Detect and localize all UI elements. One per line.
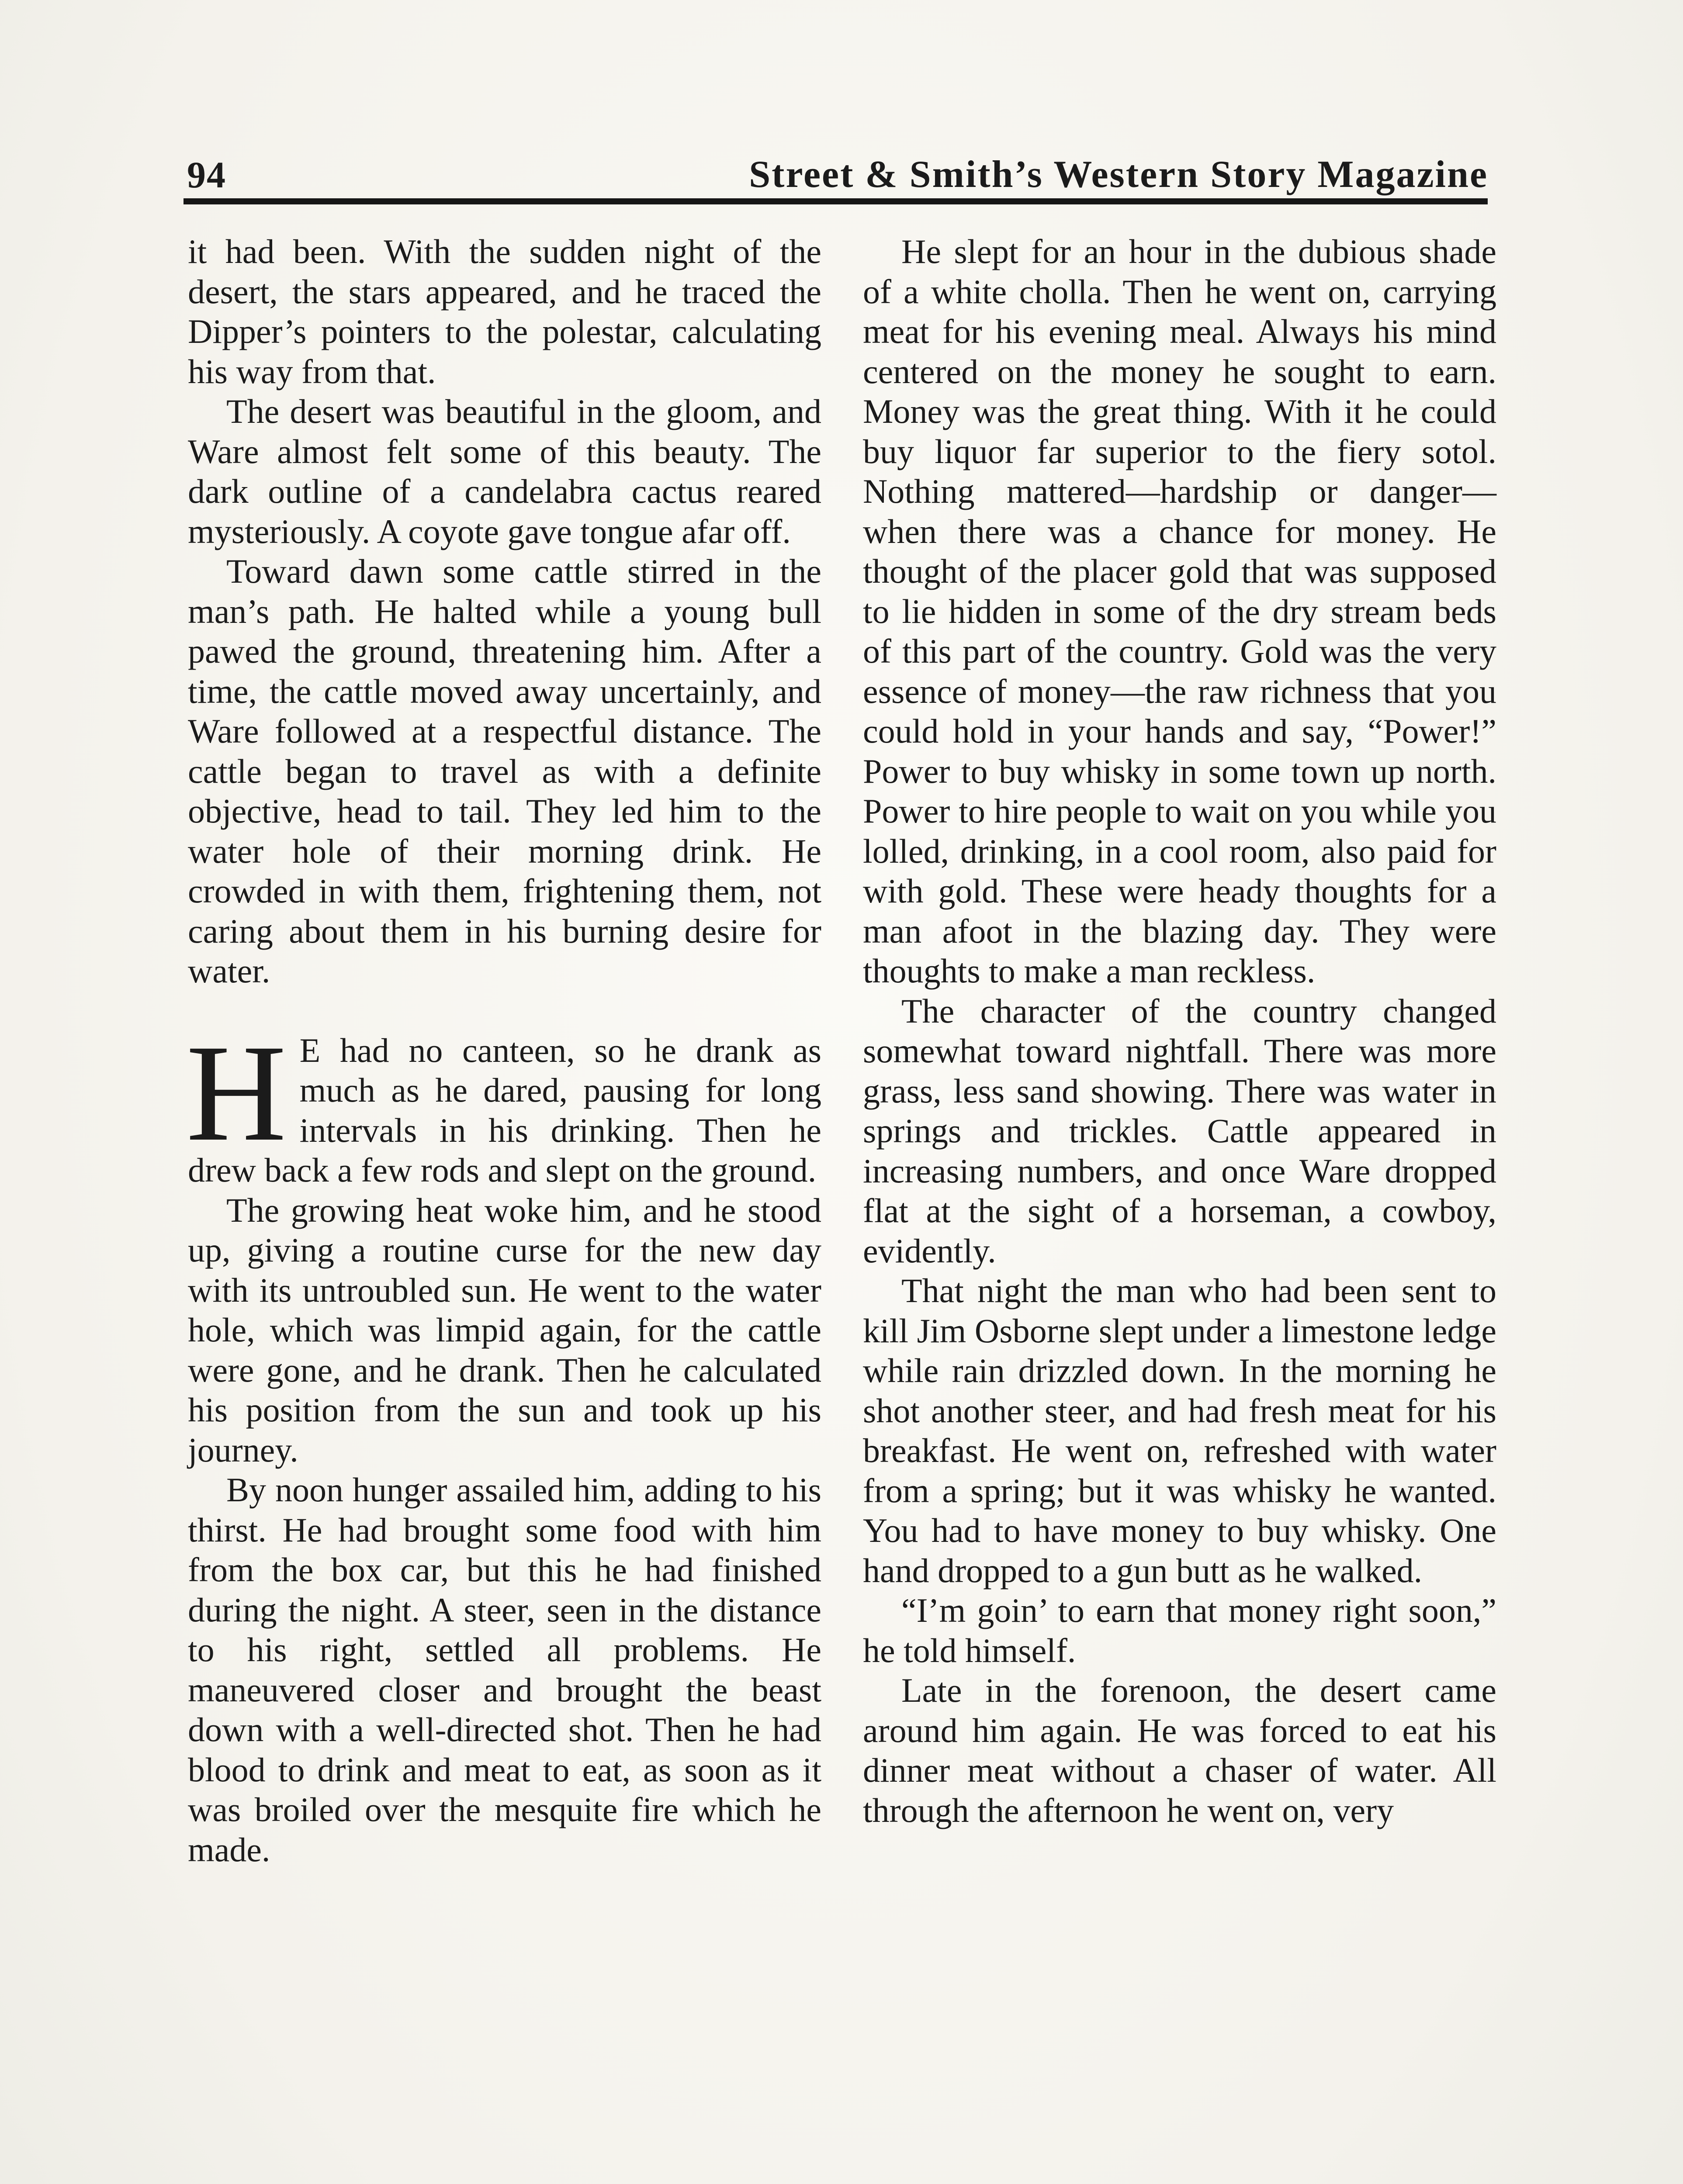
paragraph: The desert was beautiful in the gloom, and Ware almost felt some of this beauty. The dark outline of a candelabra cactus reared mysteriously. A coyote gave tongue afar off. [188,392,821,550]
left-column [188,232,821,1870]
page-number: 94 [187,154,226,196]
paragraph-text: E had no canteen, so he drank as much as he dared, pausing for long intervals in his drinking. Then he drew back a few rods and slept on the ground. [188,1031,821,1189]
dropcap-paragraph [186,1016,821,1190]
paragraph: The character of the country changed somewhat toward nightfall. There was more grass, less sand showing. There was water in springs and trickles. Cattle appeared in increasing numbers, and once Ware dropped flat at the sight of a horseman, a cowboy, evidently. [863,992,1496,1270]
paragraph: The growing heat woke him, and he stood up, giving a routine curse for the new day with its untroubled sun. He went to the water hole, which was limpid again, for the cattle were gone, and he drank. Then he calculated his position from the sun and took up his journey. [188,1191,821,1469]
paragraph: Toward dawn some cattle stirred in the man’s path. He halted while a young bull pawed the ground, threatening him. After a time, the cattle moved away uncertainly, and Ware followed at a respectful distance. The cattle began to travel as with a definite objective, head to tail. They led him to the water hole of their morning drink. He crowded in with them, frightening them, not caring about them in his burning desire for water. [188,552,821,990]
right-column [863,232,1496,1830]
paragraph: He slept for an hour in the dubious shade of a white cholla. Then he went on, carrying meat for his evening meal. Always his mind centered on the money he sought to earn. Money was the great thing. With it he could buy liquor far superior to the fiery sotol. Nothing mattered—hardship or danger—when there was a chance for money. He thought of the placer gold that was supposed to lie hidden in some of the dry stream beds of this part of the country. Gold was the very essence of money—the raw richness that you could hold in your hands and say, “Power!” Power to buy whisky in some town up north. Power to hire people to wait on you while you lolled, drinking, in a cool room, also paid for with gold. These were heady thoughts for a man afoot in the blazing day. They were thoughts to make a man reckless. [863,232,1496,990]
paragraph: “I’m goin’ to earn that money right soon,” he told himself. [863,1591,1496,1669]
page-header [187,144,1488,197]
drop-cap: H [186,1016,287,1170]
paragraph: By noon hunger assailed him, adding to his thirst. He had brought some food with him from the box car, but this he had finished during the night. A steer, seen in the distance to his right, settled all problems. He maneuvered closer and brought the beast down with a well-directed shot. Then he had blood to drink and meat to eat, as soon as it was broiled over the mesquite fire which he made. [188,1471,821,1869]
paragraph: Late in the forenoon, the desert came around him again. He was forced to eat his dinner meat without a chaser of water. All through the afternoon he went on, very [863,1671,1496,1829]
header-rule [184,198,1488,204]
paragraph: it had been. With the sudden night of the desert, the stars appeared, and he traced the Dipper’s pointers to the polestar, calculating his way from that. [188,232,821,390]
running-head: Street & Smith’s Western Story Magazine [749,153,1488,196]
paragraph: That night the man who had been sent to kill Jim Osborne slept under a limestone ledge while rain drizzled down. In the morning he shot another steer, and had fresh meat for his breakfast. He went on, refreshed with water from a spring; but it was whisky he wanted. You had to have money to buy whisky. One hand dropped to a gun butt as he walked. [863,1272,1496,1590]
